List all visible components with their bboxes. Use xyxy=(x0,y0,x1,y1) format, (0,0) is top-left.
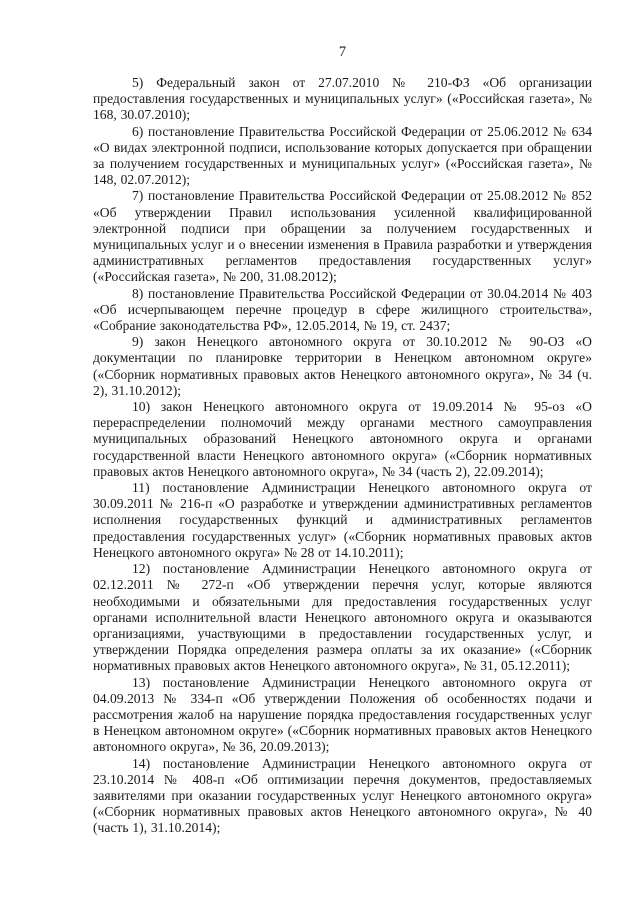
list-item: 12) постановление Администрации Ненецкого автономного округа от 02.12.2011 № 272-п «Об утверждении перечня услуг, которые являются необходимыми и обязательными для предоставления государственных услуг органами исполнительной власти Ненецкого автономного округа и оказываются организациями, участвующими в предоставлении государственных услуг, и утверждении Порядка определения размера оплаты за их оказание» («Сборник нормативных правовых актов Ненецкого автономного округа», № 31, 05.12.2011); xyxy=(93,561,592,674)
page-number: 7 xyxy=(338,44,347,60)
list-item: 8) постановление Правительства Российской Федерации от 30.04.2014 № 403 «Об исчерпывающем перечне процедур в сфере жилищного строительства», «Собрание законодательства РФ», 12.05.2014, № 19, ст. 2437; xyxy=(93,285,592,334)
list-item: 6) постановление Правительства Российской Федерации от 25.06.2012 № 634 «О видах электронной подписи, использование которых допускается при обращении за получением государственных и муниципальных услуг» («Российская газета», № 148, 02.07.2012); xyxy=(93,123,592,188)
list-item: 13) постановление Администрации Ненецкого автономного округа от 04.09.2013 № 334-п «Об утверждении Положения об особенностях подачи и рассмотрения жалоб на нарушение порядка предоставления государственных услуг в Ненецком автономном округе» («Сборник нормативных правовых актов Ненецкого автономного округа», № 36, 20.09.2013); xyxy=(93,674,592,755)
list-item: 5) Федеральный закон от 27.07.2010 № 210-ФЗ «Об организации предоставления государственных и муниципальных услуг» («Российская газета», № 168, 30.07.2010); xyxy=(93,75,592,123)
regulation-list xyxy=(93,75,592,837)
list-item: 7) постановление Правительства Российской Федерации от 25.08.2012 № 852 «Об утверждении Правил использования усиленной квалифицированной электронной подписи при обращении за получением государственных и муниципальных услуг и о внесении изменения в Правила разработки и утверждения административных регламентов предоставления государственных услуг» («Российская газета», № 200, 31.08.2012); xyxy=(93,188,592,285)
list-item: 10) закон Ненецкого автономного округа от 19.09.2014 № 95-оз «О перераспределении полномочий между органами местного самоуправления муниципальных образований Ненецкого автономного округа и органами государственной власти Ненецкого автономного округа» («Сборник нормативных правовых актов Ненецкого автономного округа», № 34 (часть 2), 22.09.2014); xyxy=(93,399,592,479)
list-item: 9) закон Ненецкого автономного округа от 30.10.2012 № 90-ОЗ «О документации по планировке территории в Ненецком автономном округе» («Сборник нормативных правовых актов Ненецкого автономного округа», № 34 (ч. 2), 31.10.2012); xyxy=(93,334,592,398)
list-item: 14) постановление Администрации Ненецкого автономного округа от 23.10.2014 № 408-п «Об оптимизации перечня документов, предоставляемых заявителями при оказании государственных услуг Ненецкого автономного округа» («Сборник нормативных правовых актов Ненецкого автономного округа», № 40 (часть 1), 31.10.2014); xyxy=(93,755,592,836)
list-item: 11) постановление Администрации Ненецкого автономного округа от 30.09.2011 № 216-п «О разработке и утверждении административных регламентов исполнения государственных функций и административных регламентов предоставления государственных услуг» («Сборник нормативных правовых актов Ненецкого автономного округа» № 28 от 14.10.2011); xyxy=(93,480,592,560)
